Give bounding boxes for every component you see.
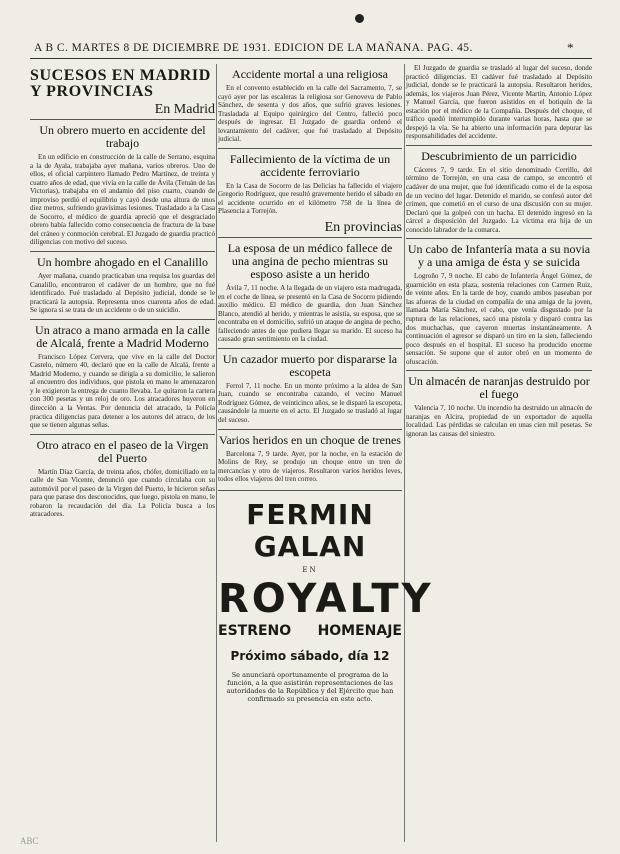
watermark: ABC bbox=[20, 836, 39, 846]
article-headline: Un hombre ahogado en el Canalillo bbox=[37, 255, 208, 270]
section-subtitle: En Madrid bbox=[30, 102, 215, 120]
article-body: Logroño 7, 9 noche. El cabo de Infantería Ángel Gómez, de guarnición en esta plaza, sostenía relaciones con Carmen Ruiz, de veinte años. En la tarde de hoy, cuando ambos paseaban por las afueras de la ciudad en compañía de una amiga de la joven, llamada María Sánchez, el cabo, que venía disgustado por la ruptura de las relaciones, sacó una pistola y disparó contra las dos muchachas, que cayeron muertas instantáneamente. A continuación el agresor se disparó un tiro en la sien, falleciendo poco después en el hospital. El suceso ha producido enorme sensación. Se supone que el autor obró en un momento de ofuscación. bbox=[406, 272, 592, 366]
ad-date: Próximo sábado, día 12 bbox=[230, 648, 390, 663]
theatre-advertisement bbox=[218, 490, 434, 703]
article-body: Valencia 7, 10 noche. Un incendio ha destruido un almacén de naranjas en Alcira, propiedad de un exportador de aquella localidad. Las pérdidas se calculan en unas cien mil pesetas. Se ignoran las causas del siniestro. bbox=[406, 404, 592, 438]
divider bbox=[30, 434, 215, 435]
divider bbox=[406, 370, 592, 371]
article-body: Ávila 7, 11 noche. A la llegada de un viajero esta madrugada, en el coche de línea, se presentó en la Casa de Socorro pidiendo auxilio médico. El médico de guardia, don Juan Sánchez Blanco, atendió al herido, y mientras le asistía, su esposa, que se encontraba en el domicilio, sufrió un ataque de angina de pecho, falleciendo antes de que pudiera llegar su marido. El suceso ha causado gran sentimiento en la ciudad. bbox=[218, 284, 402, 344]
article-body: En un edificio en construcción de la calle de Serrano, esquina a la de Ayala, trabajaba ayer mañana, varios obreros. Uno de ellos, el oficial carpintero llamado Pedro Martínez, de treinta y cuatro años de edad, que vivía en la calle de Ávila (Tetuán de las Victorias), trabajaba en el andamio del piso cuarto, cuando de improviso perdió el equilibrio y cayó desde una altura de unos diez metros, sufriendo gravísimas lesiones. Trasladado a la Casa de Socorro, el médico de guardia apreció que el desgraciado obrero había fallecido como consecuencia de fractura de la base del cráneo y conmoción cerebral. El Juzgado de guardia practicó diligencias con motivo del suceso. bbox=[30, 153, 215, 247]
header-star: * bbox=[567, 40, 574, 55]
article-headline: Un almacén de naranjas destruido por el fuego bbox=[408, 374, 590, 402]
article-headline: Accidente mortal a una religiosa bbox=[232, 67, 388, 81]
article-headline: Un atraco a mano armada en la calle de Alcalá, frente a Madrid Moderno bbox=[35, 322, 210, 350]
divider bbox=[30, 251, 215, 252]
column-2 bbox=[218, 64, 434, 844]
article-body: Cáceres 7, 9 tarde. En el sitio denominado Cerrillo, del término de Torrejón, en una casa de campo, se encontró el cadáver de una mujer, que fué identificado como el de la esposa de un vecino del lugar. Detenido el marido, se confesó autor del crimen, que cometió en el curso de una discusión con su mujer. Declaró que la golpeó con un hacha. El detenido ingresó en la cárcel a disposición del Juzgado. La víctima era hija de un conocido labrador de la comarca. bbox=[406, 165, 592, 234]
ad-title: FERMIN GALAN bbox=[246, 497, 374, 563]
section-subtitle: En provincias bbox=[218, 220, 402, 238]
article-body: Martín Díaz García, de treinta años, chófer, domiciliado en la calle de San Vicente, denunció que cuando circulaba con su automóvil por el paseo de la Virgen del Puerto, le hicieron señas para que parase dos desconocidos, que luego, pistola en mano, le robaron la recaudación del día. La Policía busca a los atracadores. bbox=[30, 467, 215, 519]
divider bbox=[30, 319, 215, 320]
column-rule bbox=[216, 64, 217, 842]
divider bbox=[218, 429, 402, 430]
article-headline: Otro atraco en el paseo de la Virgen del Puerto bbox=[36, 437, 209, 465]
header-line: A B C. MARTES 8 DE DICIEMBRE DE 1931. EDICION DE LA MAÑANA. PAG. 45. bbox=[34, 42, 473, 54]
article-body: En la Casa de Socorro de las Delicias ha fallecido el viajero Gregorio Rodríguez, que resultó gravemente herido el sábado en el accidente ocurrido en el kilómetro 758 de la línea de Plasencia a Torrejón. bbox=[218, 181, 402, 216]
ad-venue: ROYALTY bbox=[218, 575, 434, 622]
article-body: Francisco López Cervera, que vive en la calle del Doctor Castelo, número 40, declaró que en la calle de Alcalá, frente a Madrid Moderno, y cuando se dirigía a su domicilio, le salieron al encuentro dos individuos, que pistola en mano le amenazaron y le exigieron la entrega de cuanto llevaba. Le quitaron la cartera con 300 pesetas y un reloj de oro. Los atracadores huyeron en dirección a la Ventas. Por denuncia del atracado, la Policía practica diligencias para detener a los autores del atraco, de los que se tienen algunas señas. bbox=[30, 352, 215, 430]
article-headline: Varios heridos en un choque de trenes bbox=[219, 432, 401, 447]
article-body: El Juzgado de guardia se trasladó al lugar del suceso, donde practicó diligencias. El cadáver fué trasladado al Depósito judicial, donde se le practicará la autopsia. Resultaron heridos, además, los viajeros Juan Pérez, Vicente Martín, Antonio López y Manuel García, que fueron asistidos en el botiquín de la estación por el médico de la Compañía. Después del choque, el tráfico quedó interrumpido durante varias horas, hasta que se despejó la vía. Se ha abierto una información para depurar las responsabilidades del accidente. bbox=[406, 64, 592, 141]
divider bbox=[218, 148, 402, 149]
column-1 bbox=[30, 64, 215, 844]
article-headline: La esposa de un médico fallece de una angina de pecho mientras su esposo asiste a un herido bbox=[227, 241, 393, 282]
divider bbox=[218, 348, 402, 349]
binding-hole bbox=[355, 14, 364, 23]
article-body: Ferrol 7, 11 noche. En un monte próximo a la aldea de San Juan, cuando se encontraba cazando, el vecino Manuel Rodríguez Gómez, de veinticinco años, se le disparó la escopeta, causándole la muerte en el acto. El Juzgado se trasladó al lugar del suceso. bbox=[218, 381, 402, 425]
divider bbox=[406, 145, 592, 146]
ad-connector: EN bbox=[302, 565, 318, 574]
article-headline: Descubrimiento de un parricidio bbox=[421, 148, 577, 163]
ad-note: Se anunciará oportunamente el programa de la función, a la que asistirán representaciones de las autoridades de la República y del Ejército que han confirmado su presencia en este acto. bbox=[226, 670, 394, 703]
page-header bbox=[34, 42, 574, 54]
article-body: Ayer mañana, cuando practicaban una requisa los guardas del Canalillo, encontraron el cadáver de un hombre, que no fué identificado. Fué trasladado al Depósito judicial, donde se le practicará la autopsia. Representa unos cuarenta años de edad. Se ignora si se trata de un accidente o de un suicidio. bbox=[30, 272, 215, 315]
article-body: En el convento establecido en la calle del Sacramento, 7, se cayó ayer por las escaleras la religiosa sor Genoveva de Pablo Sánchez, de sesenta y dos años, que sufrió graves lesiones. Trasladada al Equipo quirúrgico del Centro, falleció poco después de ingresar. El Juzgado de guardia ordenó el levantamiento del cadáver, que fué trasladado al Depósito judicial. bbox=[218, 84, 402, 144]
article-headline: Un cazador muerto por dispararse la escopeta bbox=[222, 351, 398, 379]
article-headline: Un obrero muerto en accidente del trabajo bbox=[39, 123, 206, 150]
article-headline: Un cabo de Infantería mata a su novia y a una amiga de ésta y se suicida bbox=[407, 242, 591, 270]
ad-tagline bbox=[218, 623, 402, 639]
column-rule bbox=[404, 64, 405, 842]
header-rule bbox=[30, 58, 592, 59]
ad-homage: HOMENAJE bbox=[317, 622, 402, 639]
divider bbox=[406, 238, 592, 239]
column-3 bbox=[406, 64, 592, 844]
section-title: SUCESOS EN MADRID Y PROVINCIAS bbox=[30, 67, 211, 100]
ad-premiere: ESTRENO bbox=[218, 622, 292, 639]
article-headline: Fallecimiento de la víctima de un accidente ferroviario bbox=[229, 151, 391, 179]
article-body: Barcelona 7, 9 tarde. Ayer, por la noche, en la estación de Molins de Rey, se produjo un choque entre un tren de mercancías y otro de viajeros. Resultaron varios heridos leves, todos ellos viajeros del tren correo. bbox=[218, 449, 402, 484]
